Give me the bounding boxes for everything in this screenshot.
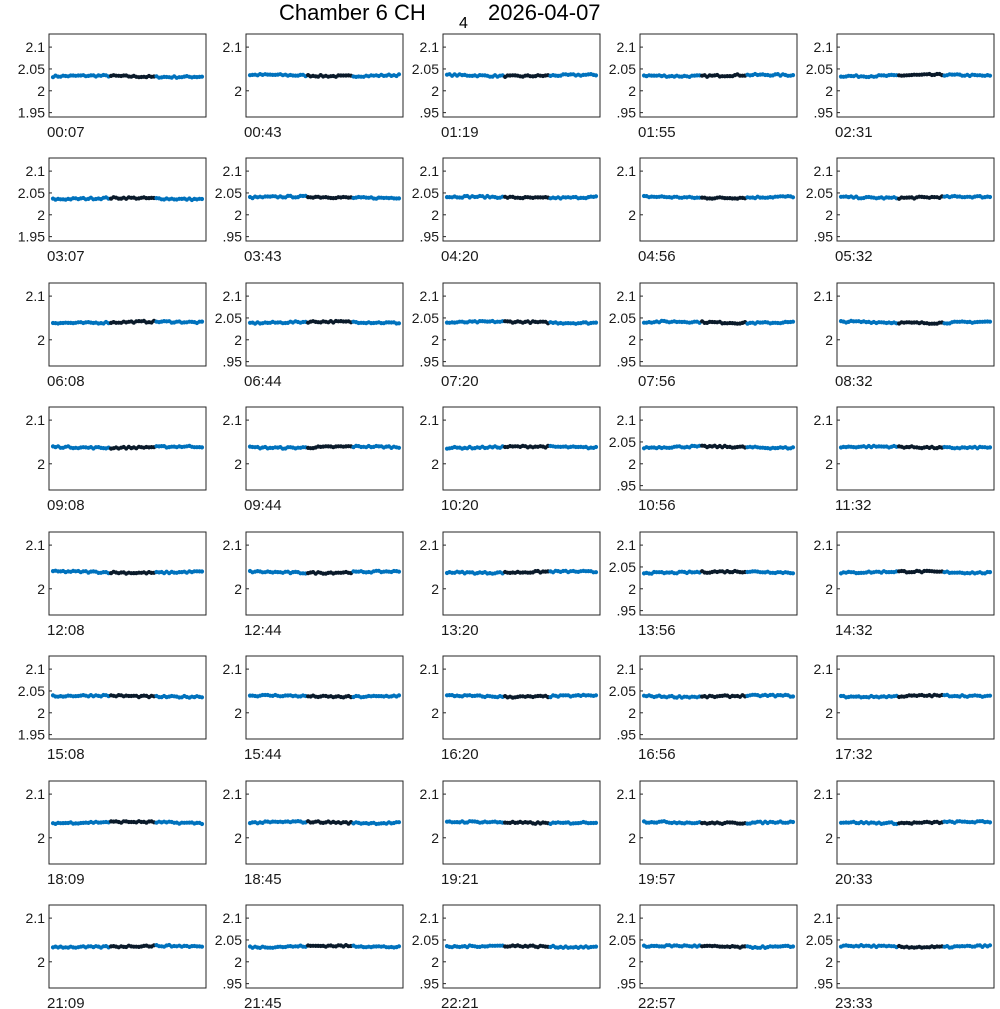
y-tick-label: 2: [628, 580, 636, 597]
y-tick-label: 2.1: [25, 163, 45, 180]
panel: [18, 656, 206, 763]
y-tick-label: 2: [431, 704, 439, 721]
panel: [223, 532, 403, 639]
y-tick-label: 2: [628, 455, 636, 472]
y-tick-label: 2.1: [419, 288, 439, 305]
trace-point: [397, 944, 401, 948]
trace-point: [200, 75, 204, 79]
panel-time-label: 07:56: [638, 373, 676, 390]
y-tick-label: 2.05: [411, 931, 439, 948]
panel: [420, 532, 600, 639]
trace-point: [594, 321, 598, 325]
y-tick-label: 2: [37, 704, 45, 721]
y-tick-label: 2.05: [17, 682, 45, 699]
panel: [412, 34, 600, 141]
panel: [814, 656, 994, 763]
y-tick-label: 2.1: [25, 537, 45, 554]
panel-time-label: 00:43: [244, 124, 282, 141]
panel: [215, 905, 403, 1009]
panel: [18, 158, 206, 265]
y-tick-label: 2.1: [419, 537, 439, 554]
panel: [223, 656, 403, 763]
trace-point: [594, 194, 598, 198]
panel-time-label: 19:21: [441, 871, 479, 888]
panel-time-label: 15:08: [47, 746, 85, 763]
panel: [609, 905, 797, 1009]
panel-time-label: 07:20: [441, 373, 479, 390]
y-tick-label: 1.95: [17, 228, 45, 245]
panel-axes: [640, 158, 797, 241]
panel: [806, 34, 994, 141]
y-tick-label: 2: [234, 455, 242, 472]
y-tick-label: 2.1: [616, 537, 636, 554]
panel: [223, 34, 403, 141]
trace-point: [594, 73, 598, 77]
y-tick-label: 2: [234, 953, 242, 970]
y-tick-label: 2.1: [813, 163, 833, 180]
panel-time-label: 01:55: [638, 124, 676, 141]
y-tick-label: 2.1: [616, 786, 636, 803]
trace-point: [791, 944, 795, 948]
y-tick-label: 2.1: [222, 786, 242, 803]
y-tick-label: 2: [431, 206, 439, 223]
panel-axes: [837, 283, 994, 366]
y-tick-label: 2: [825, 82, 833, 99]
panel: [806, 905, 994, 1009]
trace-point: [594, 445, 598, 449]
y-tick-label: .95: [616, 975, 636, 992]
panel: [412, 283, 600, 390]
trace-point: [397, 446, 401, 450]
y-tick-label: .95: [419, 353, 439, 370]
trace-point: [397, 570, 401, 574]
panel: [617, 158, 797, 265]
y-tick-label: .95: [419, 975, 439, 992]
y-tick-label: 2.1: [419, 910, 439, 927]
title-date: 2026-04-07: [488, 0, 601, 25]
y-tick-label: 2: [628, 953, 636, 970]
y-tick-label: 2.1: [419, 412, 439, 429]
y-tick-label: .95: [222, 228, 242, 245]
y-tick-label: 2.1: [616, 288, 636, 305]
y-tick-label: 2.1: [419, 39, 439, 56]
y-tick-label: 1.95: [17, 726, 45, 743]
panel: [609, 407, 797, 514]
y-tick-label: 2.1: [616, 163, 636, 180]
y-tick-label: 2.05: [608, 682, 636, 699]
y-tick-label: 2.1: [25, 910, 45, 927]
trace-point: [988, 943, 992, 947]
y-tick-label: 2: [431, 455, 439, 472]
panel-time-label: 09:44: [244, 497, 282, 514]
y-tick-label: 2.1: [25, 661, 45, 678]
trace-point: [200, 822, 204, 826]
y-tick-label: 2: [628, 829, 636, 846]
panel: [26, 905, 206, 1009]
y-tick-label: 2.1: [616, 39, 636, 56]
y-tick-label: 2: [628, 82, 636, 99]
panel: [609, 283, 797, 390]
y-tick-label: 2.1: [222, 163, 242, 180]
y-tick-label: 2: [825, 953, 833, 970]
trace-point: [791, 195, 795, 199]
y-tick-label: .95: [222, 353, 242, 370]
panel-time-label: 16:20: [441, 746, 479, 763]
trace-point: [594, 821, 598, 825]
trace-point: [594, 945, 598, 949]
y-tick-label: 2.1: [616, 661, 636, 678]
y-tick-label: 2: [825, 206, 833, 223]
panel-time-label: 19:57: [638, 871, 676, 888]
trace-point: [397, 820, 401, 824]
y-tick-label: 2: [234, 580, 242, 597]
panel-time-label: 09:08: [47, 497, 85, 514]
panel-time-label: 13:56: [638, 622, 676, 639]
y-tick-label: .95: [616, 726, 636, 743]
y-tick-label: 2: [431, 829, 439, 846]
trace-point: [988, 445, 992, 449]
y-tick-label: .95: [222, 975, 242, 992]
y-tick-label: 2: [628, 206, 636, 223]
panel-time-label: 23:33: [835, 995, 873, 1009]
y-tick-label: 2: [37, 953, 45, 970]
panel-time-label: 17:32: [835, 746, 873, 763]
y-tick-label: 2.05: [411, 184, 439, 201]
y-tick-label: 2: [234, 829, 242, 846]
panel: [617, 781, 797, 888]
y-tick-label: 2: [234, 82, 242, 99]
y-tick-label: .95: [616, 602, 636, 619]
panel-time-label: 15:44: [244, 746, 282, 763]
y-tick-label: 2.05: [608, 558, 636, 575]
title-subscript: 4: [459, 15, 468, 32]
trace-point: [791, 445, 795, 449]
y-tick-label: 1.95: [17, 104, 45, 121]
trace-point: [200, 945, 204, 949]
panel-time-label: 01:19: [441, 124, 479, 141]
y-tick-label: 2.1: [222, 661, 242, 678]
y-tick-label: 2.05: [17, 60, 45, 77]
panel-time-label: 02:31: [835, 124, 873, 141]
trace-point: [988, 570, 992, 574]
panel: [609, 34, 797, 141]
panel: [420, 407, 600, 514]
y-tick-label: 2.1: [813, 39, 833, 56]
y-tick-label: 2: [37, 206, 45, 223]
trace-point: [200, 569, 204, 573]
y-tick-label: .95: [616, 104, 636, 121]
trace-point: [988, 74, 992, 78]
y-tick-label: .95: [419, 104, 439, 121]
panel-time-label: 18:09: [47, 871, 85, 888]
panel: [26, 532, 206, 639]
panel-time-label: 12:08: [47, 622, 85, 639]
panel: [26, 283, 206, 390]
panel: [18, 34, 206, 141]
panel-time-label: 12:44: [244, 622, 282, 639]
y-tick-label: 2.05: [214, 931, 242, 948]
trace-point: [988, 694, 992, 698]
y-tick-label: 2.05: [805, 60, 833, 77]
y-tick-label: 2.1: [616, 412, 636, 429]
y-tick-label: .95: [813, 975, 833, 992]
trace-point: [791, 320, 795, 324]
trace-point: [791, 694, 795, 698]
y-tick-label: 2.05: [411, 60, 439, 77]
y-tick-label: 2.05: [17, 184, 45, 201]
panel: [814, 407, 994, 514]
y-tick-label: 2.1: [813, 288, 833, 305]
y-tick-label: 2.05: [608, 433, 636, 450]
panel: [609, 532, 797, 639]
panel-time-label: 04:56: [638, 248, 676, 265]
trace-point: [791, 571, 795, 575]
trace-point: [200, 695, 204, 699]
y-tick-label: 2: [825, 455, 833, 472]
y-tick-label: 2.1: [25, 288, 45, 305]
y-tick-label: 2: [234, 331, 242, 348]
panel: [215, 283, 403, 390]
panel-time-label: 22:57: [638, 995, 676, 1009]
trace-point: [397, 196, 401, 200]
y-tick-label: 2.1: [222, 39, 242, 56]
panel-time-label: 18:45: [244, 871, 282, 888]
panel: [609, 656, 797, 763]
trace-point: [988, 195, 992, 199]
panel-time-label: 00:07: [47, 124, 85, 141]
y-tick-label: 2: [431, 580, 439, 597]
y-tick-label: 2: [37, 331, 45, 348]
y-tick-label: 2.1: [222, 910, 242, 927]
y-tick-label: 2: [234, 206, 242, 223]
panel-time-label: 03:43: [244, 248, 282, 265]
y-tick-label: 2: [431, 331, 439, 348]
panel-time-label: 11:32: [835, 497, 872, 514]
panel: [412, 905, 600, 1009]
panel-time-label: 22:21: [441, 995, 479, 1009]
trace-point: [988, 820, 992, 824]
trace-point: [791, 820, 795, 824]
y-tick-label: .95: [616, 353, 636, 370]
trace-point: [397, 72, 401, 76]
trace-point: [791, 73, 795, 77]
y-tick-label: 2: [628, 704, 636, 721]
panel: [412, 158, 600, 265]
panel-time-label: 03:07: [47, 248, 85, 265]
y-tick-label: 2: [431, 82, 439, 99]
panel: [215, 158, 403, 265]
panel-time-label: 06:08: [47, 373, 85, 390]
y-tick-label: 2.05: [608, 60, 636, 77]
y-tick-label: 2.1: [419, 661, 439, 678]
y-tick-label: .95: [813, 104, 833, 121]
panel: [26, 407, 206, 514]
y-tick-label: 2: [825, 829, 833, 846]
y-tick-label: 2.1: [813, 537, 833, 554]
panel: [223, 407, 403, 514]
y-tick-label: 2.05: [608, 309, 636, 326]
y-tick-label: 2.1: [25, 39, 45, 56]
panel-time-label: 08:32: [835, 373, 873, 390]
y-tick-label: 2: [628, 331, 636, 348]
trace-point: [397, 693, 401, 697]
trace-point: [397, 321, 401, 325]
trace-point: [594, 570, 598, 574]
panel-time-label: 10:20: [441, 497, 479, 514]
y-tick-label: 2: [37, 580, 45, 597]
y-tick-label: 2.1: [813, 412, 833, 429]
y-tick-label: 2: [825, 331, 833, 348]
panel-time-label: 05:32: [835, 248, 873, 265]
panel-time-label: 21:09: [47, 995, 85, 1009]
y-tick-label: 2.1: [25, 786, 45, 803]
panel: [26, 781, 206, 888]
y-tick-label: 2.1: [616, 910, 636, 927]
y-tick-label: 2.05: [411, 309, 439, 326]
y-tick-label: 2.1: [419, 163, 439, 180]
y-tick-label: 2: [37, 455, 45, 472]
panel-time-label: 21:45: [244, 995, 282, 1009]
panel-time-label: 13:20: [441, 622, 479, 639]
trace-point: [594, 693, 598, 697]
y-tick-label: 2: [234, 704, 242, 721]
y-tick-label: .95: [616, 477, 636, 494]
y-tick-label: .95: [419, 228, 439, 245]
y-tick-label: 2: [37, 829, 45, 846]
panel: [420, 781, 600, 888]
y-tick-label: 2.1: [222, 412, 242, 429]
y-tick-label: 2.05: [214, 309, 242, 326]
panel-time-label: 04:20: [441, 248, 479, 265]
trace-point: [200, 197, 204, 201]
trace-point: [988, 320, 992, 324]
panel-time-label: 16:56: [638, 746, 676, 763]
y-tick-label: 2.1: [419, 786, 439, 803]
panel-time-label: 14:32: [835, 622, 873, 639]
panel: [814, 781, 994, 888]
y-tick-label: 2.1: [222, 288, 242, 305]
y-tick-label: .95: [813, 228, 833, 245]
y-tick-label: 2.1: [813, 661, 833, 678]
y-tick-label: 2: [431, 953, 439, 970]
y-tick-label: 2: [825, 580, 833, 597]
panel: [223, 781, 403, 888]
y-tick-label: 2.1: [813, 910, 833, 927]
panel-time-label: 06:44: [244, 373, 282, 390]
y-tick-label: 2.05: [608, 931, 636, 948]
panel: [814, 532, 994, 639]
panel-time-label: 10:56: [638, 497, 676, 514]
y-tick-label: 2.05: [214, 184, 242, 201]
y-tick-label: 2: [37, 82, 45, 99]
y-tick-label: 2.05: [805, 184, 833, 201]
panel-time-label: 20:33: [835, 871, 873, 888]
trace-point: [200, 445, 204, 449]
y-tick-label: 2.1: [25, 412, 45, 429]
title-main: Chamber 6 CH: [279, 0, 426, 25]
y-tick-label: 2.05: [805, 931, 833, 948]
y-tick-label: 2.1: [222, 537, 242, 554]
y-tick-label: 2.1: [813, 786, 833, 803]
trace-point: [200, 320, 204, 324]
panel: [420, 656, 600, 763]
panel: [814, 283, 994, 390]
y-tick-label: 2: [825, 704, 833, 721]
panel: [806, 158, 994, 265]
